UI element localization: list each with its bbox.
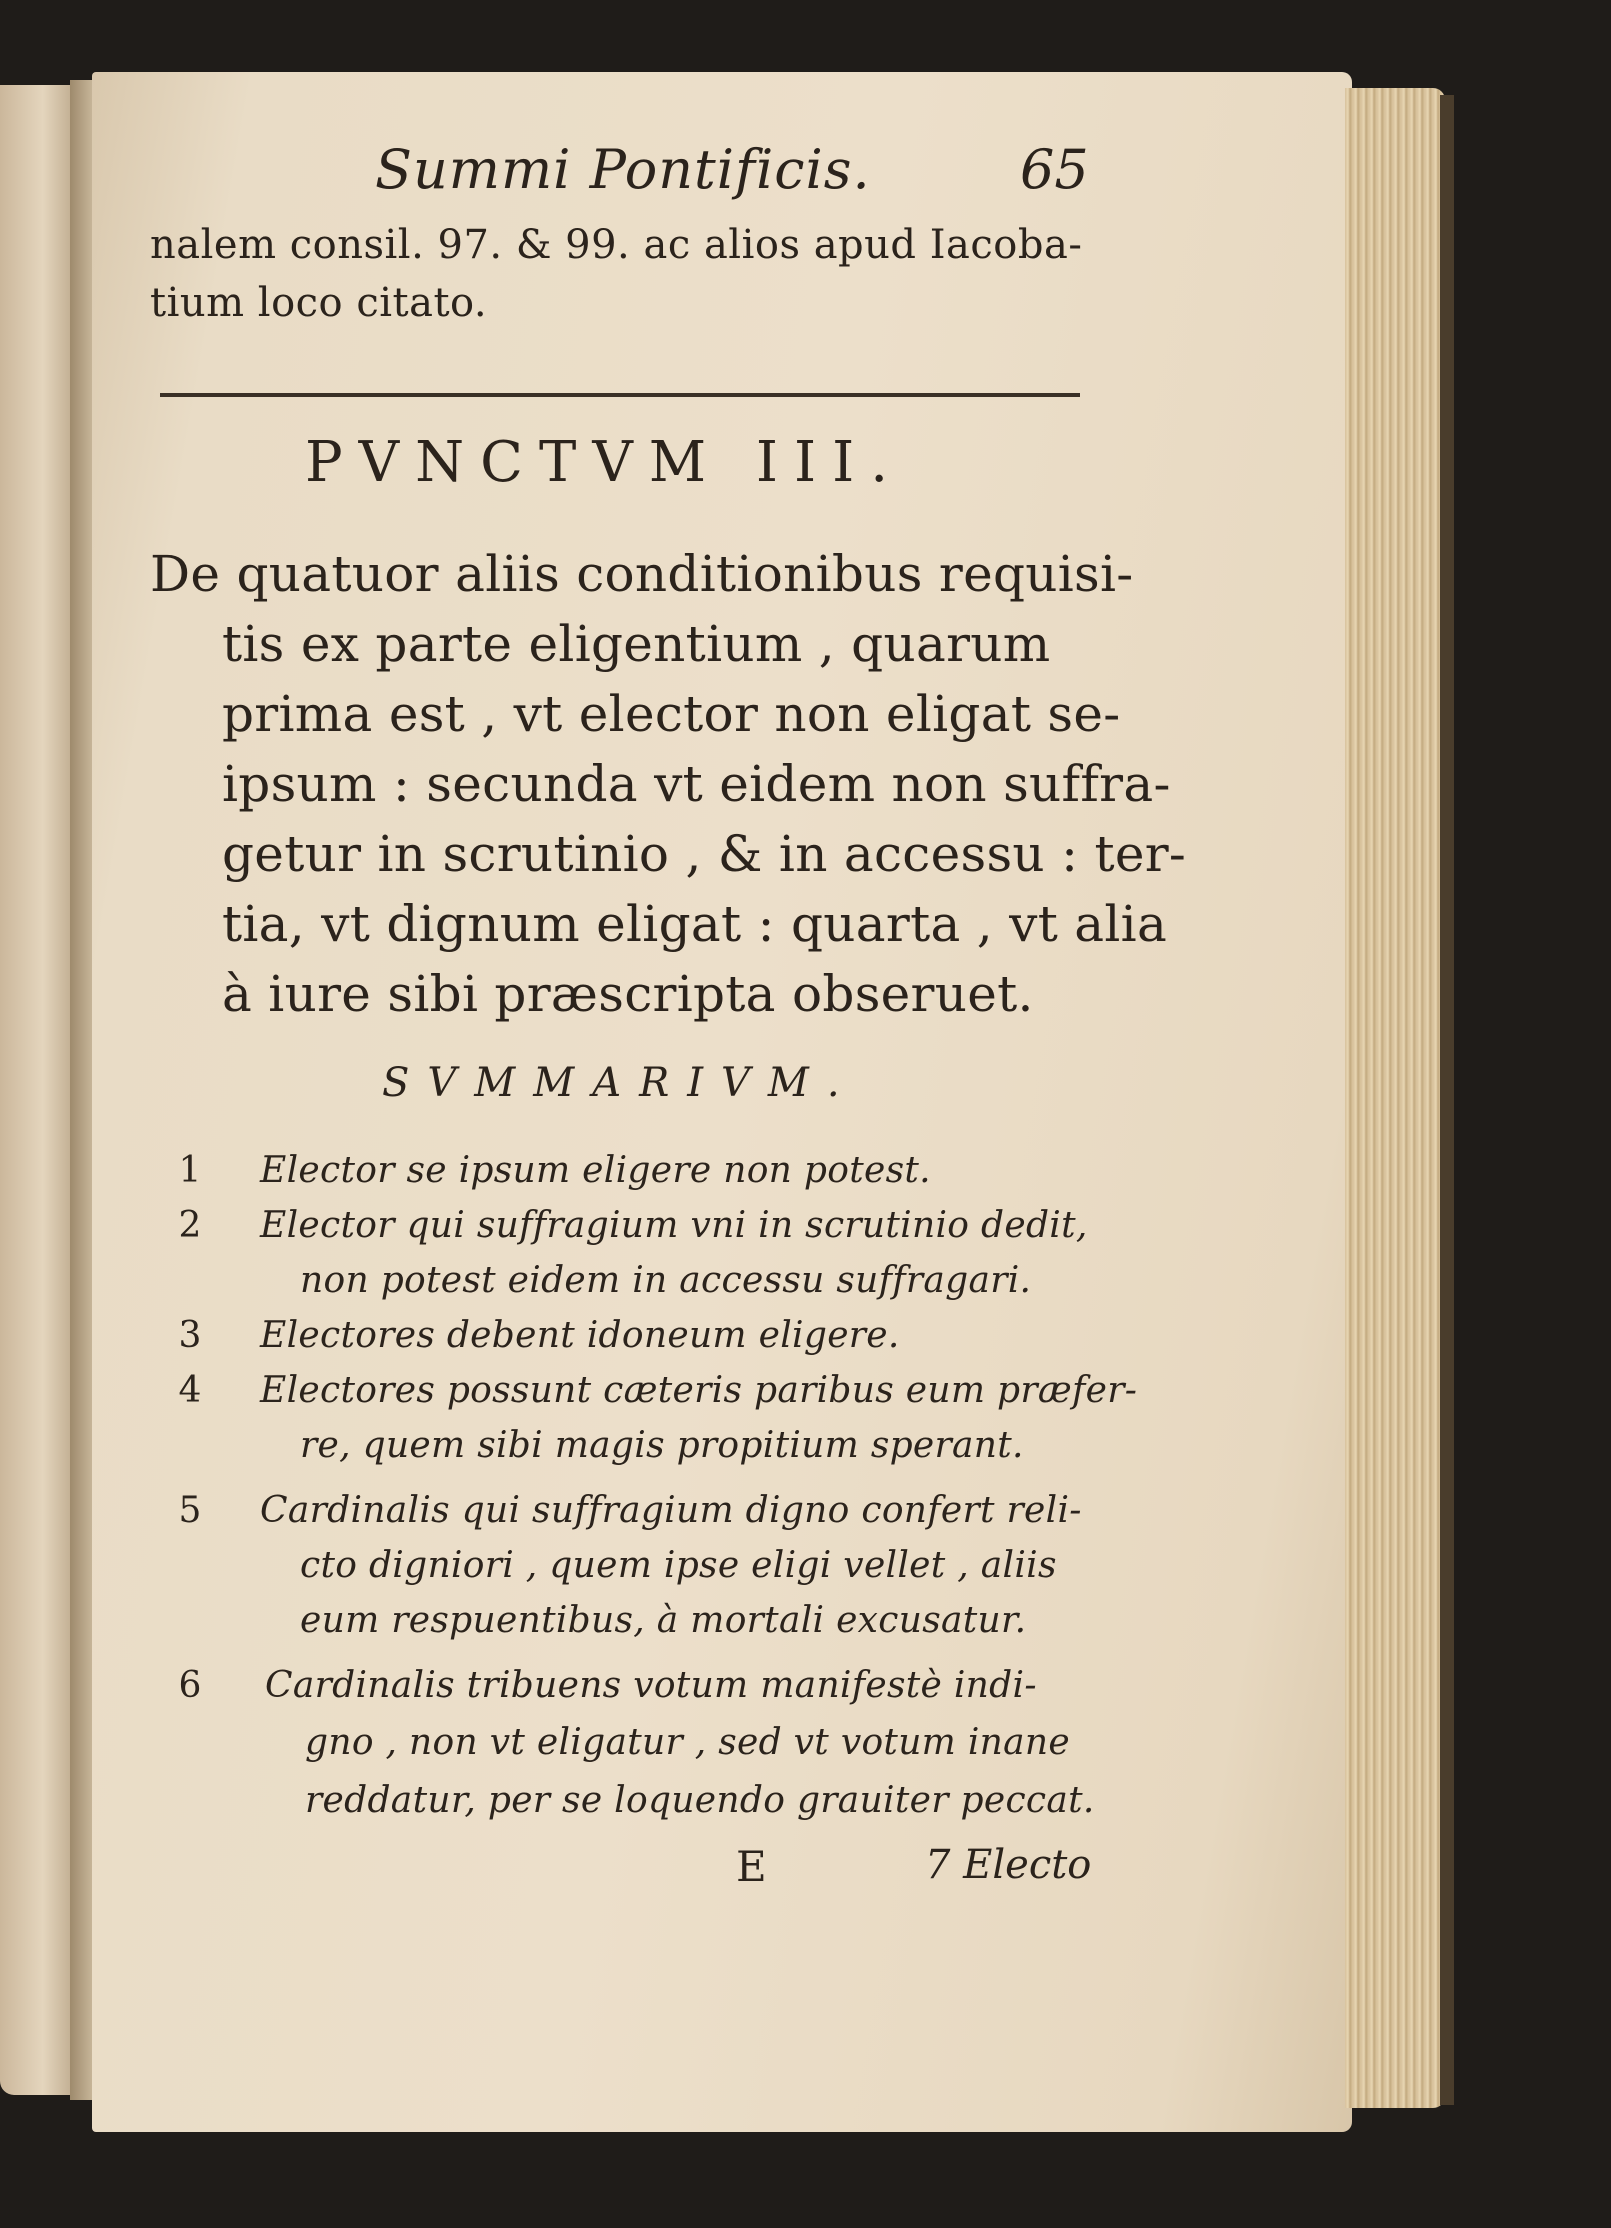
- section-title: PVNCTVM III.: [305, 430, 905, 495]
- heading-line: à iure sibi præscripta obseruet.: [222, 965, 1034, 1023]
- summary-entry-line: Cardinalis tribuens votum manifestè indi-: [265, 1665, 1037, 1706]
- heading-line: De quatuor aliis conditionibus requisi-: [150, 545, 1134, 603]
- continuation-line: tium loco citato.: [150, 280, 488, 326]
- heading-line: prima est , vt elector non eligat se-: [222, 685, 1121, 743]
- summary-entry-number: 5: [178, 1490, 202, 1531]
- page-content: [150, 130, 1187, 1930]
- running-head: [150, 130, 1130, 210]
- summary-entry-line: Electores debent idoneum eligere.: [260, 1315, 900, 1356]
- summary-entry-number: 6: [178, 1665, 202, 1706]
- summary-entry-number: 1: [178, 1150, 202, 1191]
- section-rule: [160, 393, 1080, 397]
- summary-entry-line: eum respuentibus, à mortali excusatur.: [300, 1600, 1027, 1641]
- summary-entry-line: non potest eidem in accessu suffragari.: [300, 1260, 1032, 1301]
- left-page-edge: [0, 85, 78, 2095]
- summary-entry-number: 3: [178, 1315, 202, 1356]
- heading-line: tis ex parte eligentium , quarum: [222, 615, 1051, 673]
- summary-entry-line: re, quem sibi magis propitium sperant.: [300, 1425, 1024, 1466]
- running-head-title: Summi Pontificis.: [375, 138, 871, 201]
- summary-entry-number: 2: [178, 1205, 202, 1246]
- cover-edge: [1440, 95, 1454, 2105]
- heading-line: getur in scrutinio , & in accessu : ter-: [222, 825, 1187, 883]
- summary-entry-line: cto digniori , quem ipse eligi vellet , aliis: [300, 1545, 1057, 1586]
- page-number: 65: [1020, 138, 1089, 201]
- signature-mark: E: [736, 1842, 767, 1891]
- summary-entry-line: gno , non vt eligatur , sed vt votum inane: [305, 1722, 1071, 1763]
- summary-entry-number: 4: [178, 1370, 202, 1411]
- catchword: 7 Electo: [925, 1842, 1092, 1888]
- summary-entry-line: Cardinalis qui suffragium digno confert reli-: [260, 1490, 1082, 1531]
- continuation-line: nalem consil. 97. & 99. ac alios apud Iacoba-: [150, 222, 1083, 268]
- summary-entry-line: Elector se ipsum eligere non potest.: [260, 1150, 931, 1191]
- summary-entry-line: Electores possunt cæteris paribus eum præfer-: [260, 1370, 1138, 1411]
- heading-line: tia, vt dignum eligat : quarta , vt alia: [222, 895, 1168, 953]
- summarium-title: SVMMARIVM.: [382, 1060, 858, 1106]
- summary-entry-line: reddatur, per se loquendo grauiter peccat.: [305, 1780, 1095, 1821]
- heading-line: ipsum : secunda vt eidem non suffra-: [222, 755, 1171, 813]
- page-stack-edge: [1345, 88, 1445, 2108]
- summary-entry-line: Elector qui suffragium vni in scrutinio dedit,: [260, 1205, 1088, 1246]
